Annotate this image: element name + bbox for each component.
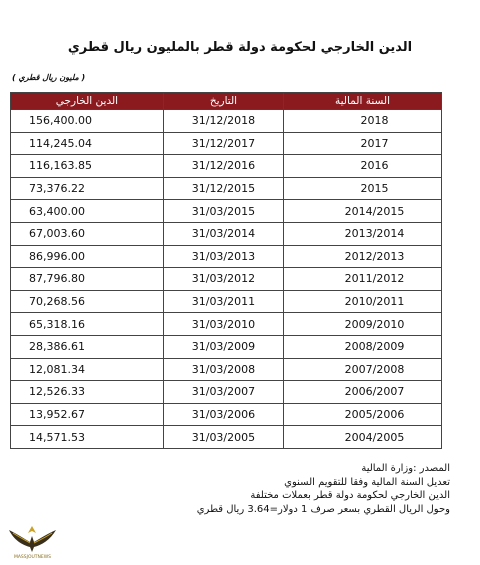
column-header-date: التاريخ [163,93,283,110]
debt-cell: 13,952.67 [11,403,164,426]
debt-cell: 70,268.56 [11,290,164,313]
year-cell: 2013/2014 [284,222,442,245]
year-cell: 2005/2006 [284,403,442,426]
date-cell: 31/12/2017 [163,132,283,155]
year-cell: 2012/2013 [284,245,442,268]
table-row [11,381,442,404]
svg-text:MASSJOUTNEWS: MASSJOUTNEWS [13,555,52,560]
debt-cell: 14,571.53 [11,426,164,449]
year-cell: 2017 [284,132,442,155]
debt-cell: 156,400.00 [11,110,164,133]
table-row [11,426,442,449]
table-row [11,110,442,133]
note-line: وحول الريال القطري بسعر صرف 1 دولار=3.64 ريال قطري [196,503,450,515]
year-cell: 2011/2012 [284,268,442,291]
debt-cell: 116,163.85 [11,155,164,178]
column-header-debt: الدين الخارجي [11,93,164,110]
date-cell: 31/03/2006 [163,403,283,426]
note-line: تعديل السنة المالية وفقا للتقويم السنوي [284,476,450,488]
eagle-logo-icon [5,520,60,560]
date-cell: 31/03/2013 [163,245,283,268]
table-row [11,155,442,178]
unit-note: ( مليون ريال قطري ) [12,73,86,82]
year-cell: 2007/2008 [284,358,442,381]
date-cell: 31/12/2016 [163,155,283,178]
year-cell: 2009/2010 [284,313,442,336]
debt-cell: 67,003.60 [11,222,164,245]
date-cell: 31/03/2015 [163,200,283,223]
source-notes [197,462,450,516]
table-row [11,358,442,381]
debt-cell: 28,386.61 [11,335,164,358]
table-row [11,245,442,268]
external-debt-table [10,92,442,449]
year-cell: 2015 [284,177,442,200]
table-row [11,403,442,426]
debt-cell: 86,996.00 [11,245,164,268]
date-cell: 31/03/2011 [163,290,283,313]
debt-cell: 73,376.22 [11,177,164,200]
date-cell: 31/03/2014 [163,222,283,245]
date-cell: 31/03/2010 [163,313,283,336]
date-cell: 31/12/2018 [163,110,283,133]
year-cell: 2016 [284,155,442,178]
watermark-logo [5,520,60,560]
table-row [11,222,442,245]
column-header-year: السنة المالية [284,93,442,110]
date-cell: 31/03/2007 [163,381,283,404]
page-title: الدين الخارجي لحكومة دولة قطر بالمليون ريال قطري [67,40,413,55]
debt-cell: 63,400.00 [11,200,164,223]
year-cell: 2004/2005 [284,426,442,449]
table-header-row [11,93,442,110]
date-cell: 31/12/2015 [163,177,283,200]
year-cell: 2010/2011 [284,290,442,313]
table-row [11,200,442,223]
debt-cell: 65,318.16 [11,313,164,336]
table-row [11,132,442,155]
date-cell: 31/03/2012 [163,268,283,291]
date-cell: 31/03/2005 [163,426,283,449]
table-row [11,335,442,358]
date-cell: 31/03/2009 [163,335,283,358]
debt-cell: 114,245.04 [11,132,164,155]
date-cell: 31/03/2008 [163,358,283,381]
note-line: الدين الخارجي لحكومة دولة قطر بعملات مختلفة [250,490,450,501]
debt-cell: 87,796.80 [11,268,164,291]
table-row [11,290,442,313]
year-cell: 2006/2007 [284,381,442,404]
year-cell: 2014/2015 [284,200,442,223]
note-line: المصدر :وزارة المالية [361,463,450,474]
table-row [11,268,442,291]
table-row [11,177,442,200]
debt-cell: 12,526.33 [11,381,164,404]
year-cell: 2018 [284,110,442,133]
table-row [11,313,442,336]
debt-cell: 12,081.34 [11,358,164,381]
year-cell: 2008/2009 [284,335,442,358]
